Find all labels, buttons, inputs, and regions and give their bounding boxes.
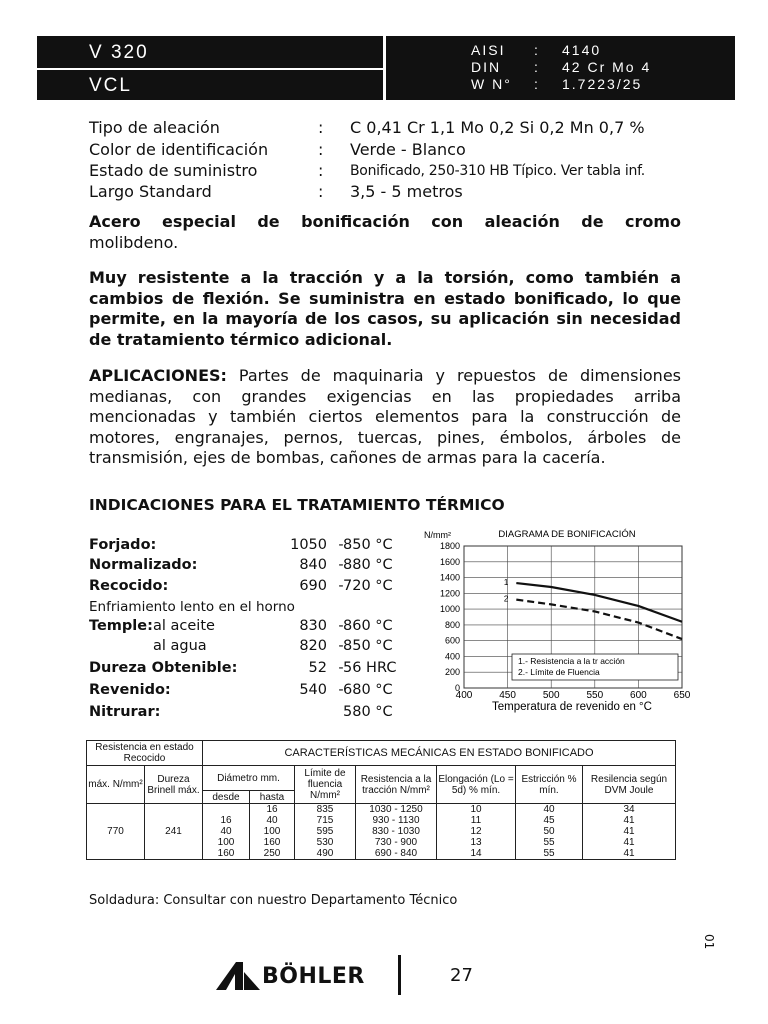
chart-xlabel: Temperatura de revenido en °C [492, 701, 652, 713]
chart-yticks [440, 541, 460, 693]
heat-note: Enfriamiento lento en el horno [89, 599, 295, 615]
y-tick-label: 1000 [439, 604, 460, 615]
cell-hasta: 100 [250, 826, 295, 837]
cell-resil: 41 [583, 837, 676, 848]
heat-dash: - [338, 682, 344, 698]
th-reduction: Estricción % mín. [516, 766, 583, 804]
heat-to: 720 °C [343, 578, 393, 594]
chart-ylabel: N/mm² [424, 530, 451, 540]
cell-trac: 1030 - 1250 [356, 804, 437, 816]
heat-to: 580 °C [343, 704, 393, 720]
heat-label: Recocido: [89, 578, 169, 594]
heat-to: 880 °C [343, 557, 393, 573]
cell-elong: 14 [437, 848, 516, 860]
spec-label: Largo Standard [89, 182, 212, 201]
th-diameter: Diámetro mm. [203, 766, 295, 791]
spec-sep: : [318, 182, 324, 201]
x-tick-label: 450 [499, 690, 516, 701]
heat-sublabel: al agua [153, 638, 207, 654]
y-tick-label: 800 [444, 619, 460, 630]
heat-sublabel: al aceite [153, 618, 215, 634]
cell-estric: 45 [516, 815, 583, 826]
heat-from: 690 [299, 578, 327, 594]
heat-dash: - [338, 578, 344, 594]
y-tick-label: 1600 [439, 556, 460, 567]
description-paragraph [89, 212, 681, 253]
spec-value: C 0,41 Cr 1,1 Mo 0,2 Si 0,2 Mn 0,7 % [350, 118, 645, 137]
header-divider-v [383, 36, 386, 100]
chart-xticks [456, 690, 691, 701]
heat-to: 850 °C [343, 537, 393, 553]
cell-resil: 41 [583, 826, 676, 837]
cell-trac: 830 - 1030 [356, 826, 437, 837]
cell-desde: 160 [203, 848, 250, 860]
applications-label: APLICACIONES: [89, 366, 227, 385]
spec-sep: : [318, 140, 324, 159]
mechanical-properties-table [86, 740, 676, 860]
y-tick-label: 0 [454, 683, 460, 693]
th-characteristics: CARACTERÍSTICAS MECÁNICAS EN ESTADO BONIFICADO [203, 741, 676, 766]
applications-paragraph [89, 366, 681, 469]
spec-value: Bonificado, 250-310 HB Típico. Ver tabla inf. [350, 163, 645, 179]
heat-to: 56 HRC [343, 660, 397, 676]
heat-label: Temple: [89, 618, 153, 634]
heat-from: 840 [299, 557, 327, 573]
heat-dash: - [338, 660, 344, 676]
th-impact: Resilencia según DVM Joule [583, 766, 676, 804]
cell-estric: 50 [516, 826, 583, 837]
th-tensile: Resistencia a la tracción N/mm² [356, 766, 437, 804]
heat-dash: - [338, 537, 344, 553]
aisi-label: AISI [471, 42, 506, 58]
series-line [516, 600, 682, 639]
table-row [87, 804, 676, 816]
x-tick-label: 600 [630, 690, 647, 701]
series-marker-label: 2 [503, 594, 509, 604]
aisi-sep: : [534, 42, 540, 58]
cell-resil: 41 [583, 815, 676, 826]
y-tick-label: 1200 [439, 588, 460, 599]
cell-limite: 715 [295, 815, 356, 826]
chart-title: DIAGRAMA DE BONIFICACIÓN [498, 529, 636, 540]
cell-resil: 41 [583, 848, 676, 860]
description-bold: Acero especial de bonificación con aleación de cromo [89, 212, 681, 231]
cell-trac: 690 - 840 [356, 848, 437, 860]
cell-hasta: 250 [250, 848, 295, 860]
cell-estric: 40 [516, 804, 583, 816]
heat-to: 850 °C [343, 638, 393, 654]
cell-trac: 730 - 900 [356, 837, 437, 848]
wn-label: W N° [471, 76, 512, 92]
heat-dash: - [338, 557, 344, 573]
spec-label: Tipo de aleación [89, 118, 220, 137]
th-yield: Límite de fluencia N/mm² [295, 766, 356, 804]
y-tick-label: 1800 [439, 541, 460, 551]
spec-label: Estado de suministro [89, 161, 258, 180]
spec-label: Color de identificación [89, 140, 269, 159]
cell-desde: 16 [203, 815, 250, 826]
heat-treatment-title: INDICACIONES PARA EL TRATAMIENTO TÉRMICO [89, 496, 505, 514]
y-tick-label: 1400 [439, 572, 460, 583]
cell-estric: 55 [516, 837, 583, 848]
th-elongation: Elongación (Lo = 5d) % mín. [437, 766, 516, 804]
heat-dash: - [338, 638, 344, 654]
cell-limite: 530 [295, 837, 356, 848]
tempering-diagram [420, 524, 710, 720]
x-tick-label: 650 [673, 690, 691, 701]
din-sep: : [534, 59, 540, 75]
cell-elong: 13 [437, 837, 516, 848]
heat-from: 1050 [290, 537, 327, 553]
x-tick-label: 550 [586, 690, 604, 701]
cell-hasta: 40 [250, 815, 295, 826]
wn-sep: : [534, 76, 540, 92]
heat-dash: - [338, 618, 344, 634]
x-tick-label: 500 [542, 690, 560, 701]
heat-to: 860 °C [343, 618, 393, 634]
cell-max: 770 [87, 804, 145, 860]
side-marker: 01 [702, 934, 716, 950]
cell-brinell: 241 [145, 804, 203, 860]
applications-text: Partes de maquinaria y repuestos de dimensiones medianas, con grandes exigencias en las propiedades arriba mencionadas y también ciertos elementos para la construcción de motores, engranajes, pernos, tuercas, pines, émbolos, árboles de transmisión, ejes de bombas, cañones de armas para la cacería. [89, 366, 681, 467]
chart-series [504, 578, 682, 639]
th-to: hasta [250, 791, 295, 804]
cell-estric: 55 [516, 848, 583, 860]
th-brinell: Dureza Brinell máx. [145, 766, 203, 804]
y-tick-label: 600 [444, 635, 460, 646]
heat-from: 52 [308, 660, 327, 676]
spec-value: 3,5 - 5 metros [350, 182, 463, 201]
cell-hasta: 160 [250, 837, 295, 848]
legend-entry: 2.- Límite de Fluencia [518, 667, 600, 677]
th-annealed: Resistencia en estado Recocido [87, 741, 203, 766]
chart-legend [512, 654, 678, 680]
th-max: máx. N/mm² [87, 766, 145, 804]
spec-value: Verde - Blanco [350, 140, 466, 159]
series-marker-label: 1 [503, 578, 509, 588]
cell-limite: 490 [295, 848, 356, 860]
heat-to: 680 °C [343, 682, 393, 698]
heat-from: 820 [299, 638, 327, 654]
welding-note: Soldadura: Consultar con nuestro Departamento Técnico [89, 893, 458, 908]
spec-sep: : [318, 118, 324, 137]
cell-elong: 12 [437, 826, 516, 837]
x-tick-label: 400 [455, 690, 473, 701]
bohler-logo-icon [216, 962, 260, 990]
header-divider-h [37, 68, 383, 70]
heat-label: Dureza Obtenible: [89, 660, 238, 676]
th-from: desde [203, 791, 250, 804]
footer-divider [398, 955, 401, 995]
steel-subcode: VCL [89, 75, 132, 96]
cell-trac: 930 - 1130 [356, 815, 437, 826]
spec-sep: : [318, 161, 324, 180]
din-label: DIN [471, 59, 502, 75]
cell-desde: 100 [203, 837, 250, 848]
legend-entry: 1.- Resistencia a la tr acción [518, 656, 625, 666]
aisi-value: 4140 [562, 42, 602, 58]
cell-desde [203, 804, 250, 816]
cell-resil: 34 [583, 804, 676, 816]
properties-paragraph: Muy resistente a la tracción y a la torsión, como también a cambios de flexión. Se suministra en estado bonificado, lo que permite, en la mayoría de los casos, su aplicación sin necesidad de tratamiento térmico adicional. [89, 268, 681, 349]
cell-limite: 595 [295, 826, 356, 837]
cell-elong: 10 [437, 804, 516, 816]
heat-from: 830 [299, 618, 327, 634]
cell-elong: 11 [437, 815, 516, 826]
heat-label: Revenido: [89, 682, 171, 698]
y-tick-label: 200 [444, 667, 460, 678]
din-value: 42 Cr Mo 4 [562, 59, 652, 75]
wn-value: 1.7223/25 [562, 76, 643, 92]
heat-label: Normalizado: [89, 557, 198, 573]
brand-name: BÖHLER [262, 964, 365, 989]
steel-code: V 320 [89, 42, 149, 63]
heat-label: Forjado: [89, 537, 157, 553]
page-number: 27 [450, 965, 473, 986]
cell-hasta: 16 [250, 804, 295, 816]
cell-desde: 40 [203, 826, 250, 837]
cell-limite: 835 [295, 804, 356, 816]
header-bar [37, 36, 735, 100]
y-tick-label: 400 [444, 651, 460, 662]
heat-from: 540 [299, 682, 327, 698]
description-rest: molibdeno. [89, 232, 179, 252]
heat-label: Nitrurar: [89, 704, 161, 720]
